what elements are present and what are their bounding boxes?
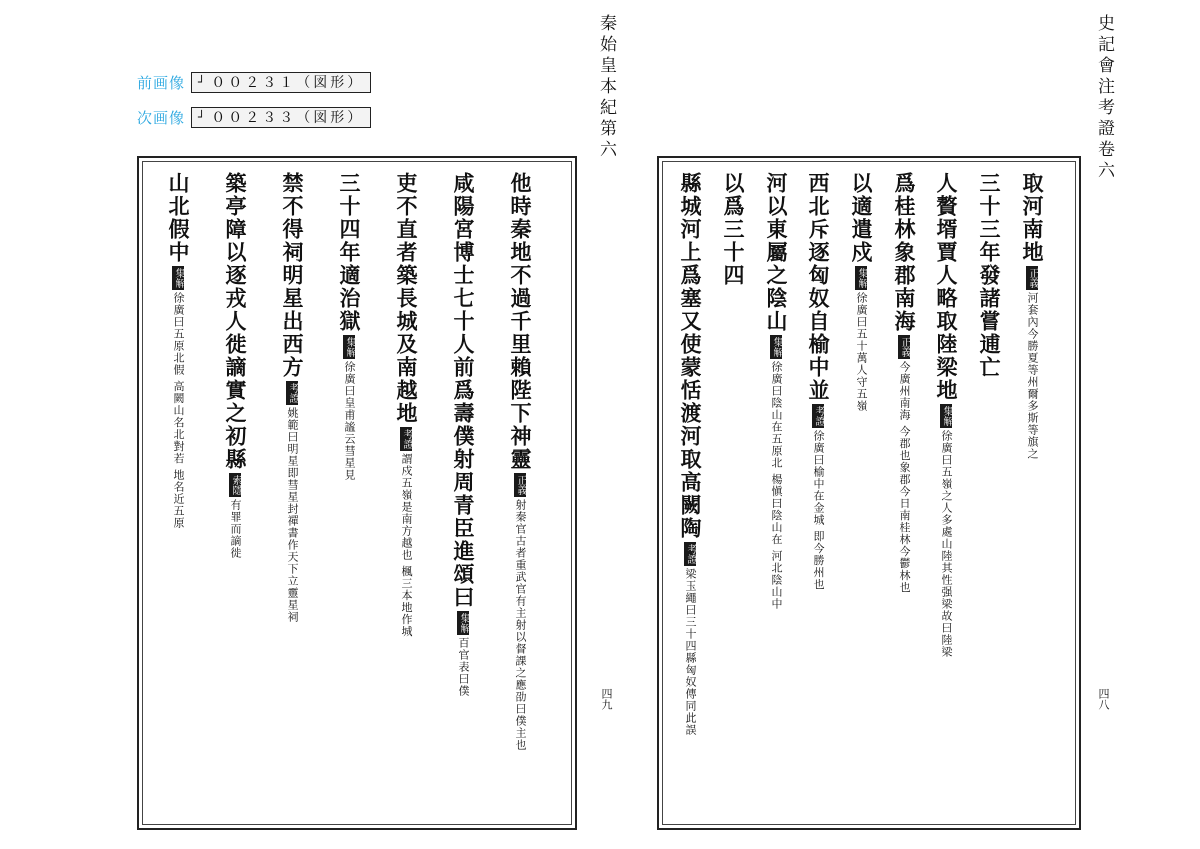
- right-page-main-text: 取河南地: [1020, 172, 1045, 264]
- left-page-number: 四九: [600, 688, 613, 710]
- right-page-annotation-tag: 集解: [856, 268, 867, 288]
- right-page-main-text: 以適遣戍: [849, 172, 874, 264]
- right-page-main-text: 爲桂林象郡南海: [892, 172, 917, 333]
- left-page-main-text: 他時秦地不過千里賴陛下神靈: [508, 172, 533, 471]
- previous-image-ref-button[interactable]: [191, 72, 371, 93]
- right-page-main-text: 縣城河上爲塞又使蒙恬渡河取高闕陶: [678, 172, 703, 540]
- previous-image-row: [137, 72, 371, 92]
- right-page-text-column: [851, 172, 872, 812]
- left-page-text-column: [339, 172, 360, 812]
- right-page-main-text: 人贅壻賈人略取陸梁地: [934, 172, 959, 402]
- left-page-main-text: 吏不直者築長城及南越地: [394, 172, 419, 425]
- right-page-annotation-text: 今廣州南海 今郡也象郡今日南桂林今鬱林也: [898, 361, 911, 594]
- next-image-row: [137, 107, 371, 127]
- right-page-annotation-tag: 考證: [813, 406, 824, 426]
- left-page-text-column: [168, 172, 189, 812]
- right-page-header: 史記會注考證卷六: [1094, 14, 1114, 182]
- left-page-annotation-tag: 考證: [287, 383, 298, 403]
- left-page-text-column: [396, 172, 417, 812]
- right-page-main-text: 西北斥逐匈奴自榆中並: [806, 172, 831, 402]
- left-page-scan: [137, 156, 577, 830]
- right-page-text-column: [723, 172, 744, 812]
- right-page-annotation-tag: 正義: [1027, 268, 1038, 288]
- right-page-annotation-tag: 正義: [899, 337, 910, 357]
- right-page-text-column: [894, 172, 915, 812]
- figure-ref-icon: ┘: [198, 75, 206, 89]
- right-page-annotation-text: 梁玉繩曰三十四縣匈奴傳同此誤: [684, 568, 697, 736]
- left-page-annotation-text: 徐廣曰皇甫謐云彗星見: [343, 361, 356, 481]
- right-page-annotation-text: 徐廣曰榆中在金城 即今勝州也: [812, 430, 825, 591]
- right-page-annotation-text: 徐廣曰五嶺之人多處山陸其性强梁故曰陸梁: [940, 430, 953, 658]
- previous-image-ref-label: ００２３１（図形）: [211, 75, 365, 91]
- right-page-annotation-tag: 集解: [771, 337, 782, 357]
- right-page-main-text: 以爲三十四: [721, 172, 746, 287]
- left-page-annotation-text: 百官表曰僕: [457, 637, 470, 697]
- right-page-annotation-tag: 集解: [941, 406, 952, 426]
- left-page-annotation-tag: 索隱: [230, 475, 241, 495]
- left-page-text-column: [282, 172, 303, 812]
- right-page-scan: [657, 156, 1081, 830]
- next-image-link[interactable]: 次画像: [137, 108, 186, 127]
- left-page-annotation-tag: 集解: [173, 268, 184, 288]
- figure-ref-icon: ┘: [198, 110, 206, 124]
- right-page-text-column: [766, 172, 787, 812]
- right-page-main-text: 三十三年發諸嘗逋亡: [977, 172, 1002, 379]
- right-page-text-column: [979, 172, 1000, 812]
- left-page-main-text: 築亭障以逐戎人徙謫實之初縣: [223, 172, 248, 471]
- left-page-text-column: [453, 172, 474, 812]
- right-page-main-text: 河以東屬之陰山: [764, 172, 789, 333]
- right-page-text-column: [936, 172, 957, 812]
- left-page-text-column: [510, 172, 531, 812]
- right-page-text-column: [808, 172, 829, 812]
- left-page-annotation-text: 徐廣曰五原北假 高闕山名北對若 地名近五原: [172, 292, 185, 529]
- right-page-text-column: [1022, 172, 1043, 812]
- left-page-annotation-text: 姚範曰明星即彗星封禪書作天下立靈星祠: [286, 407, 299, 623]
- right-page-annotation-text: 徐廣曰陰山在五原北 楊愼曰陰山在 河北陰山中: [770, 361, 783, 610]
- left-page-annotation-tag: 集解: [344, 337, 355, 357]
- left-page-annotation-text: 有罪而謫徙: [229, 499, 242, 559]
- right-page-annotation-text: 河套內今勝夏等州爾多斯等旗之: [1026, 292, 1039, 460]
- left-page-annotation-text: 謂戍五嶺是南方越也 楓三本地作城: [400, 453, 413, 638]
- left-page-annotation-tag: 正義: [515, 475, 526, 495]
- left-page-annotation-tag: 考證: [401, 429, 412, 449]
- next-image-ref-button[interactable]: [191, 107, 371, 128]
- right-page-annotation-tag: 考證: [685, 544, 696, 564]
- right-page-text-column: [680, 172, 701, 812]
- right-page-number: 四八: [1097, 688, 1110, 710]
- right-page-annotation-text: 徐廣曰五十萬人守五嶺: [855, 292, 868, 412]
- next-image-ref-label: ００２３３（図形）: [211, 110, 365, 126]
- left-page-header: 秦始皇本紀第六: [596, 14, 616, 161]
- left-page-annotation-text: 射秦官古者重武官有主射以督課之應劭曰僕主也: [514, 499, 527, 751]
- left-page-main-text: 三十四年適治獄: [337, 172, 362, 333]
- left-page-main-text: 山北假中: [166, 172, 191, 264]
- left-page-annotation-tag: 集解: [458, 613, 469, 633]
- previous-image-link[interactable]: 前画像: [137, 73, 186, 92]
- left-page-main-text: 咸陽宮博士七十人前爲壽僕射周青臣進頌曰: [451, 172, 476, 609]
- left-page-main-text: 禁不得祠明星出西方: [280, 172, 305, 379]
- left-page-text-column: [225, 172, 246, 812]
